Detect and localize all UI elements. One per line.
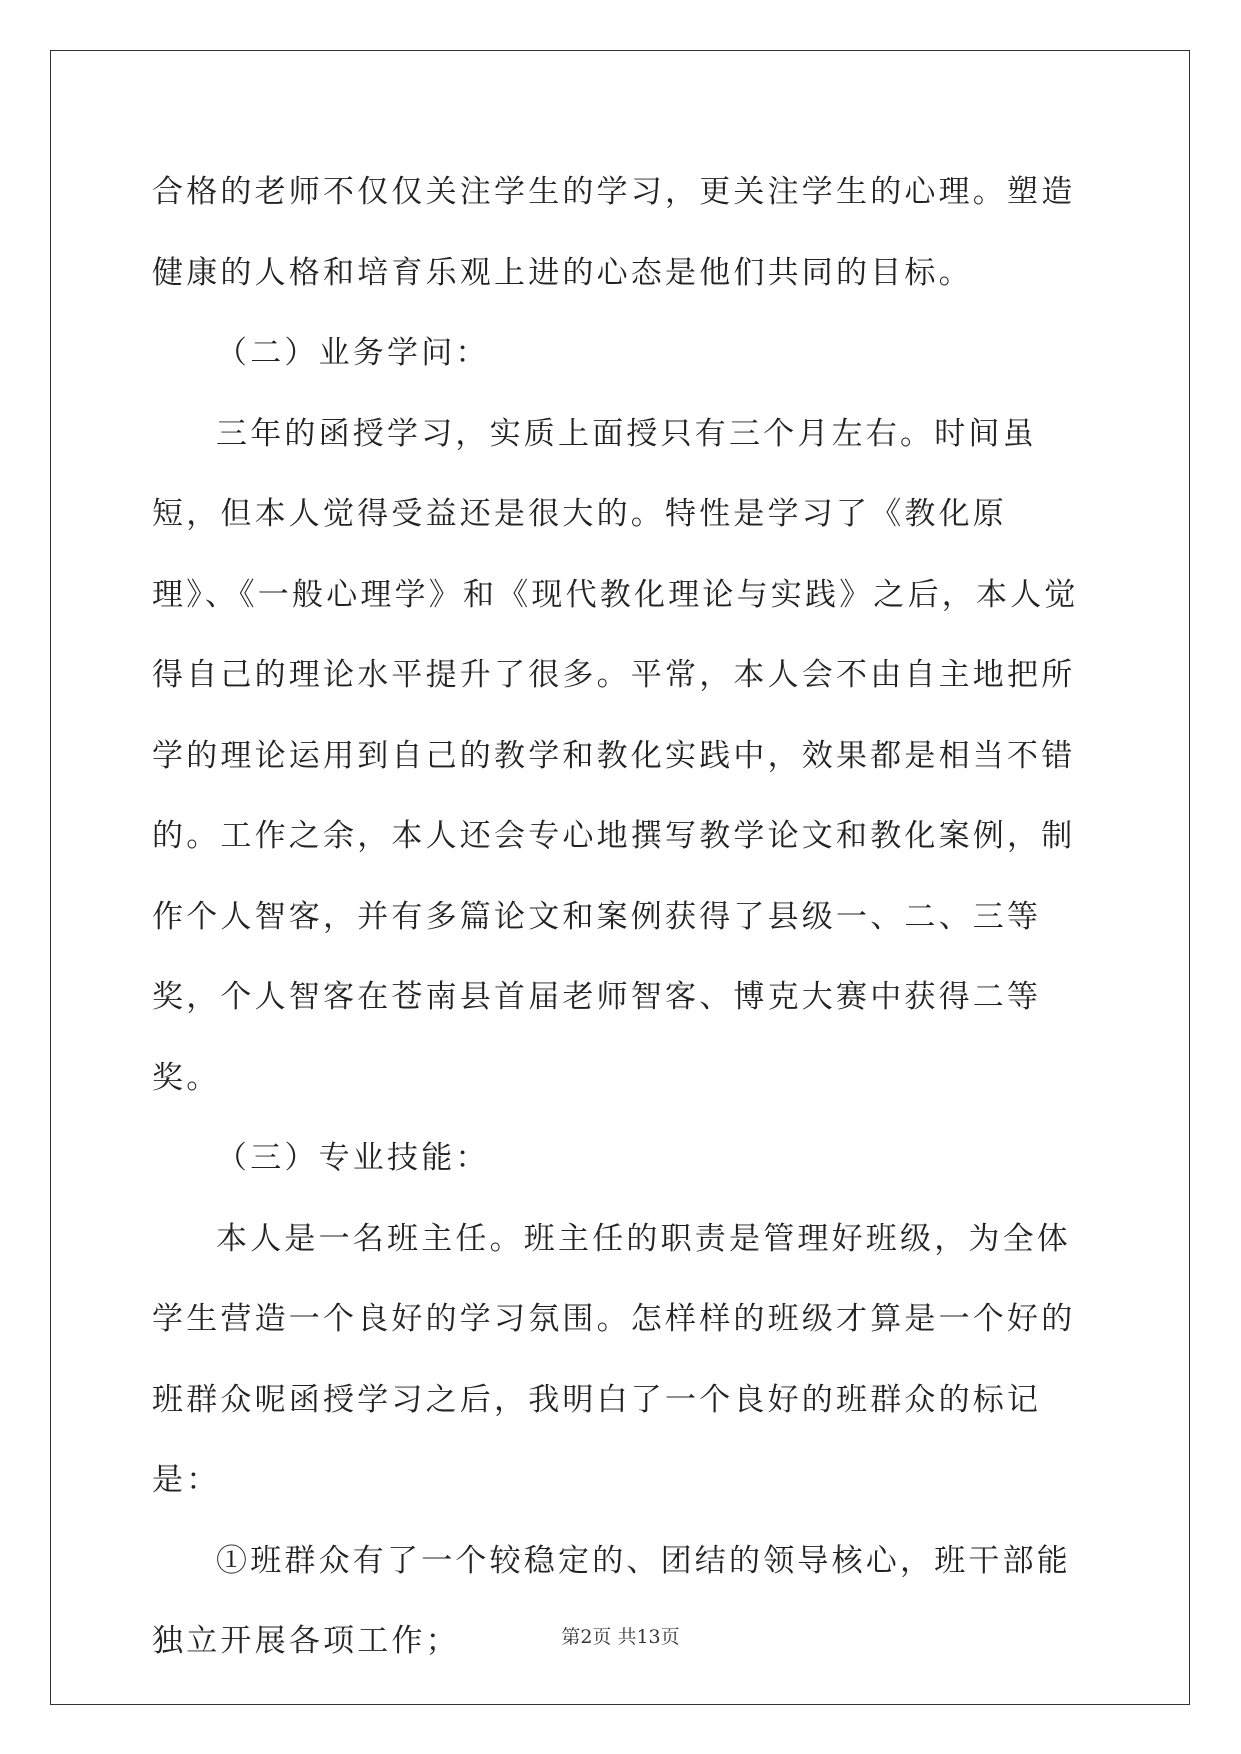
paragraph-list-item-1: ①班群众有了一个较稳定的、团结的领导核心，班干部能独立开展各项工作；: [152, 1542, 1071, 1659]
document-body: [152, 152, 1092, 1682]
paragraph-correspondence-study: 三年的函授学习，实质上面授只有三个月左右。时间虽短，但本人觉得受益还是很大的。特性是学习了《教化原理》、《一般心理学》和《现代教化理论与实践》之后，本人觉得自己的理论水平提升了很多。平常，本人会不由自主地把所学的理论运用到自己的教学和教化实践中，效果都是相当不错的。工作之余，本人还会专心地撰写教学论文和教化案例，制作个人智客，并有多篇论文和案例获得了县级一、二、三等奖，个人智客在苍南县首届老师智客、博克大赛中获得二等奖。: [152, 415, 1079, 1096]
section-heading-professional-skills: （三）专业技能：: [216, 1140, 490, 1176]
paragraph-intro: 合格的老师不仅仅关注学生的学习，更关注学生的心理。塑造健康的人格和培育乐观上进的心态是他们共同的目标。: [152, 174, 1076, 291]
page-number-footer: 第2页 共13页: [561, 1626, 680, 1648]
section-heading-business-knowledge: （二）业务学问：: [216, 335, 490, 371]
paragraph-class-teacher: 本人是一名班主任。班主任的职责是管理好班级，为全体学生营造一个良好的学习氛围。怎样样的班级才算是一个好的班群众呢函授学习之后，我明白了一个良好的班群众的标记是：: [152, 1220, 1076, 1498]
